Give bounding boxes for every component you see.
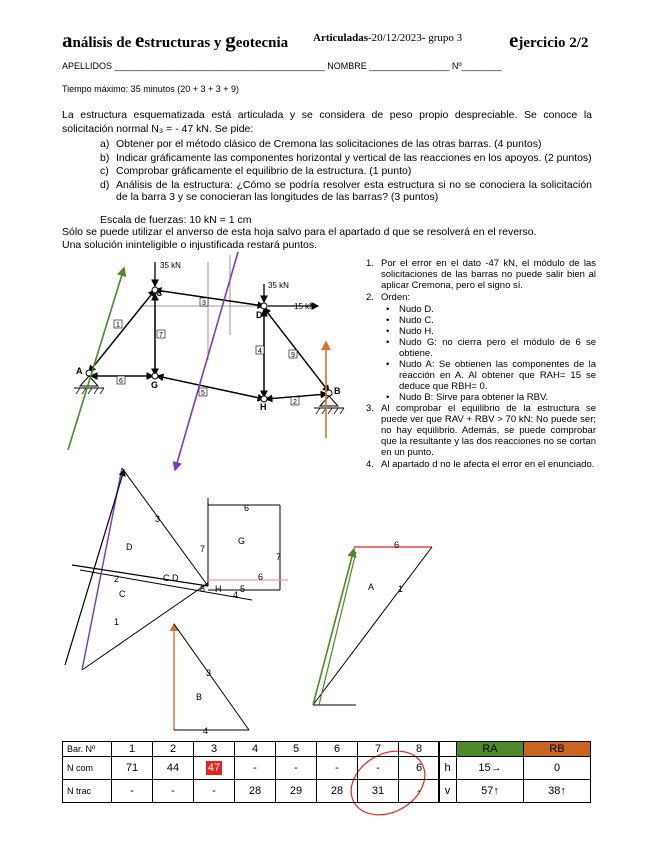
bar-label: 7 xyxy=(159,332,163,339)
reaction-polygon-b xyxy=(174,624,249,736)
polygon-label: B xyxy=(196,692,203,702)
bar-label: 5 xyxy=(201,390,205,397)
node-label: A xyxy=(76,366,83,376)
bar-label: 1 xyxy=(116,322,120,329)
polygon-label: 1 xyxy=(398,584,404,594)
cremona-label: 7 xyxy=(200,544,206,554)
task-b: b) Indicar gráficamente las componentes horizontal y vertical de las reacciones en los apoyos. (2 puntos) xyxy=(100,151,592,164)
rb-header: RB xyxy=(524,742,591,757)
node-order-item: • Nudo D. xyxy=(364,304,596,315)
task-c: c) Comprobar gráficamente el equilibrio de la estructura. (1 punto) xyxy=(100,165,412,177)
table-row: N trac - - - 28 29 28 31 - xyxy=(63,780,440,803)
table-header-cell: 3 xyxy=(194,742,235,757)
cremona-label: C D xyxy=(163,573,179,583)
student-fields: APELLIDOS __________________________________________ NOMBRE ________________ Nº________ xyxy=(62,61,502,71)
table-header-cell: Bar. Nº xyxy=(63,742,112,757)
node-label: C xyxy=(156,288,163,298)
answer-2: 2. Orden: xyxy=(366,292,411,303)
polygon-label: 4 xyxy=(203,726,209,736)
bar-label: 6 xyxy=(119,378,123,385)
node-label: G xyxy=(151,380,159,390)
node-order-item: • Nudo A: Se obtienen las componentes de la reacción en A. Al obtener que RAH= 15 se deduce que RBH= 0. xyxy=(364,359,596,392)
node-order-item: • Nudo G: no cierra pero el módulo de 6 se obtiene. xyxy=(364,337,596,359)
time-limit: Tiempo máximo: 35 minutos (20 + 3 + 3 + 9) xyxy=(62,84,239,94)
cremona-label: 4 xyxy=(233,590,239,600)
table-header-cell: 1 xyxy=(112,742,153,757)
table-row: v 57↑ 38↑ xyxy=(439,780,591,803)
cremona-label: D xyxy=(126,542,133,552)
table-row: N com 71 44 47 - - - - 6 xyxy=(63,757,440,780)
load-label: 35 kN xyxy=(160,261,181,270)
reaction-polygon-a xyxy=(313,540,432,705)
node-label: B xyxy=(334,386,341,396)
cremona-label: 6 xyxy=(244,503,250,513)
bar-label: 2 xyxy=(293,399,297,406)
cremona-label: C xyxy=(119,589,126,599)
task-a: a) Obtener por el método clásico de Cremona las solicitaciones de las otras barras. (4 puntos) xyxy=(100,138,542,150)
polygon-label: A xyxy=(368,582,375,592)
polygon-label: 3 xyxy=(206,668,212,678)
cremona-label: 8 xyxy=(200,584,206,594)
task-d: d) Análisis de la estructura: ¿Cómo se podría resolver esta estructura si no se conociera la solicitación de la barra 3 y se conocieran las longitudes de las barras? (3 puntos) xyxy=(100,178,592,203)
answer-1: 1. Por el error en el dato -47 kN, el módulo de las solicitaciones de las barras no puede salir bien al aplicar Cremona, pero el signo sí. xyxy=(366,258,596,291)
cremona-label: 1 xyxy=(114,617,120,627)
cremona-diagram xyxy=(65,468,288,670)
cremona-label: 7 xyxy=(276,552,282,562)
bar-label: 3 xyxy=(202,300,206,307)
cremona-label: H xyxy=(215,584,222,594)
cremona-label: 6 xyxy=(258,572,264,582)
course-title: análisis de estructuras y geotecnia xyxy=(62,28,289,52)
table-header-cell: 6 xyxy=(317,742,358,757)
load-label: 15 kN xyxy=(294,302,315,311)
reactions-table xyxy=(438,741,591,803)
bar-forces-table xyxy=(62,741,440,803)
node-order-item: • Nudo H. xyxy=(364,326,596,337)
polygon-label: 6 xyxy=(394,540,400,550)
table-row: h 15→ 0 xyxy=(439,757,591,780)
table-header-cell: 4 xyxy=(235,742,276,757)
node-label: H xyxy=(260,402,267,412)
cremona-label: 5 xyxy=(240,584,246,594)
bar-label: 9 xyxy=(291,352,295,359)
table-header-cell: 5 xyxy=(276,742,317,757)
problem-statement: La estructura esquematizada está articulada y se considera de peso propio despreciable. Se conoce la solicitación normal N₃ = - 47 kN. Se pide: xyxy=(62,109,592,135)
instructions-note: Sólo se puede utilizar el anverso de esta hoja salvo para el apartado d que se resolverá en el reverso. Una solución ininteligible o injustificada restará puntos. xyxy=(62,226,537,251)
node-order-item: • Nudo B: Sirve para obtener la RBV. xyxy=(364,392,596,403)
cremona-label: 3 xyxy=(155,514,161,524)
answer-3: 3. Al comprobar el equilibrio de la estructura se puede ver que RAV + RBV > 70 kN: No puede ser; no hay equilibrio. Además, se puede comprobar que la resultante y las dos reacciones no se cortan en un punto. xyxy=(366,403,596,458)
highlighted-cell: 47 xyxy=(194,757,235,780)
exercise-number: ejercicio 2/2 xyxy=(509,28,589,52)
node-label: D xyxy=(256,310,263,320)
table-header-cell: 7 xyxy=(358,742,399,757)
node-order-item: • Nudo C. xyxy=(364,315,596,326)
load-label: 35 kN xyxy=(268,281,289,290)
ra-header: RA xyxy=(457,742,524,757)
cremona-label: G xyxy=(238,536,246,546)
exam-info: Articuladas-20/12/2023- grupo 3 xyxy=(313,32,463,44)
force-scale: Escala de fuerzas: 10 kN = 1 cm xyxy=(100,214,252,226)
bar-label: 4 xyxy=(258,348,262,355)
table-header-cell xyxy=(439,742,457,757)
table-header-cell: 2 xyxy=(153,742,194,757)
table-header-cell: 8 xyxy=(399,742,440,757)
cremona-label: 2 xyxy=(114,574,120,584)
answer-4: 4. Al apartado d no le afecta el error en el enunciado. xyxy=(366,459,595,470)
